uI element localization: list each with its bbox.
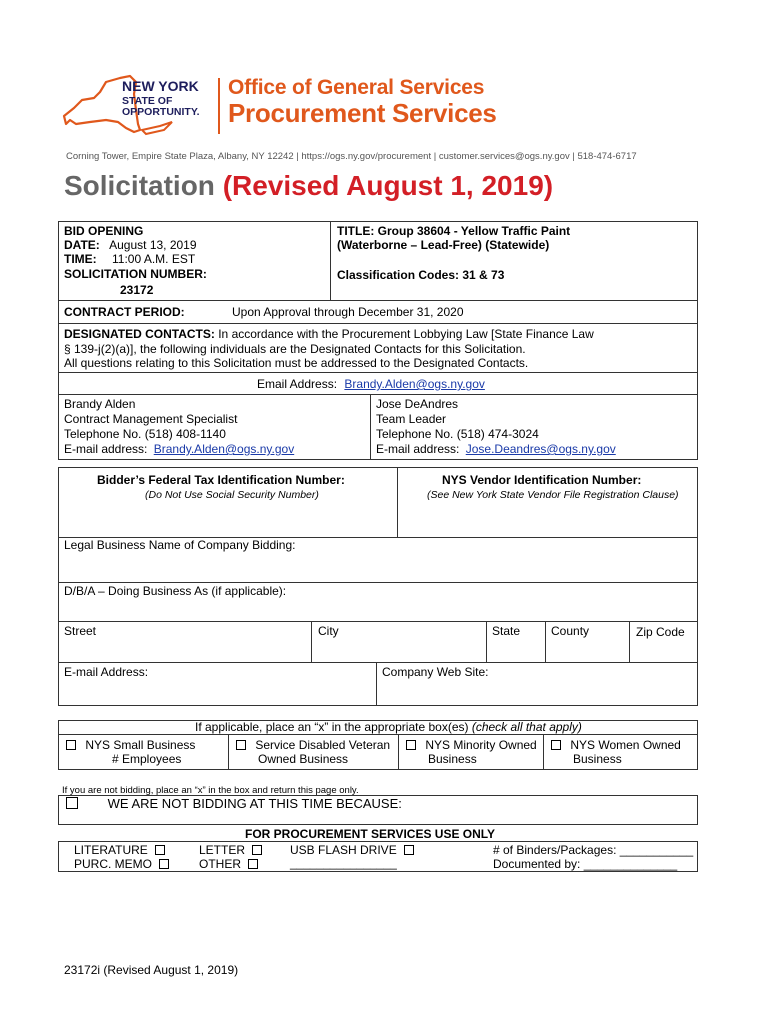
bidder-email-label: E-mail Address: bbox=[64, 665, 149, 679]
contact2-email-label: E-mail address: bbox=[376, 442, 460, 456]
contact2-phone: Telephone No. (518) 474-3024 bbox=[376, 427, 539, 441]
literature-label: LITERATURE bbox=[74, 843, 148, 857]
contacts-heading: DESIGNATED CONTACTS: bbox=[64, 327, 215, 341]
sdvob-checkbox[interactable] bbox=[236, 740, 246, 750]
city-label: City bbox=[318, 624, 339, 638]
small-business-checkbox[interactable] bbox=[66, 740, 76, 750]
date-label: DATE: bbox=[64, 238, 100, 252]
contact2-title: Team Leader bbox=[376, 412, 447, 426]
page-title bbox=[64, 170, 553, 202]
legal-name-label: Legal Business Name of Company Bidding: bbox=[64, 538, 296, 552]
email-address-label: Email Address: bbox=[257, 377, 338, 391]
state-label: State bbox=[492, 624, 521, 638]
logo-divider bbox=[218, 78, 220, 134]
title-revised: (Revised August 1, 2019) bbox=[222, 170, 554, 201]
ny-line1: NEW YORK bbox=[122, 78, 199, 94]
employees-label: # Employees bbox=[112, 752, 182, 766]
sdvob-label-line2: Owned Business bbox=[258, 752, 349, 766]
ny-line2: STATE OF bbox=[122, 95, 173, 107]
sdvob-label-line1: Service Disabled Veteran bbox=[255, 738, 391, 752]
contacts-text2: § 139-j(2)(a)], the following individuals are the Designated Contacts for this Solicitation. bbox=[64, 342, 526, 356]
minority-owned-label-line1: NYS Minority Owned bbox=[425, 738, 537, 752]
contacts-text3: All questions relating to this Solicitation must be addressed to the Designated Contacts. bbox=[64, 356, 529, 370]
women-owned-checkbox[interactable] bbox=[551, 740, 561, 750]
dba-label: D/B/A – Doing Business As (if applicable): bbox=[64, 584, 287, 598]
ogs-division: Procurement Services bbox=[228, 98, 497, 128]
usb-label: USB FLASH DRIVE bbox=[290, 843, 397, 857]
minority-owned-label-line2: Business bbox=[428, 752, 477, 766]
footer-code: 23172i (Revised August 1, 2019) bbox=[64, 963, 239, 977]
ny-line3: OPPORTUNITY. bbox=[122, 106, 200, 118]
contact1-title: Contract Management Specialist bbox=[64, 412, 238, 426]
street-label: Street bbox=[64, 624, 97, 638]
contact1-phone: Telephone No. (518) 408-1140 bbox=[64, 427, 226, 441]
women-owned-label-line2: Business bbox=[573, 752, 622, 766]
zip-label: Zip Code bbox=[636, 625, 685, 639]
contact2-email-link[interactable]: Jose.Deandres@ogs.ny.gov bbox=[465, 442, 616, 456]
letter-checkbox[interactable] bbox=[252, 845, 262, 855]
website-label: Company Web Site: bbox=[382, 665, 489, 679]
contact1-email-link[interactable]: Brandy.Alden@ogs.ny.gov bbox=[153, 442, 295, 456]
fed-tax-note: (Do Not Use Social Security Number) bbox=[145, 489, 319, 501]
email-address-link[interactable]: Brandy.Alden@ogs.ny.gov bbox=[344, 377, 485, 391]
usb-checkbox[interactable] bbox=[404, 845, 414, 855]
address-line: Corning Tower, Empire State Plaza, Albany, NY 12242 | https://ogs.ny.gov/procurement | customer.services@ogs.ny.gov | 518-474-6717 bbox=[66, 151, 637, 162]
not-bidding-note: If you are not bidding, place an “x” in the box and return this page only. bbox=[62, 785, 359, 796]
women-owned-label-line1: NYS Women Owned bbox=[570, 738, 681, 752]
vendor-id-note: (See New York State Vendor File Registration Clause) bbox=[427, 489, 679, 501]
bid-title-line1: TITLE: Group 38604 - Yellow Traffic Paint bbox=[337, 224, 571, 238]
contract-period-label: CONTRACT PERIOD: bbox=[64, 305, 185, 319]
minority-owned-checkbox[interactable] bbox=[406, 740, 416, 750]
office-use-heading: FOR PROCUREMENT SERVICES USE ONLY bbox=[245, 827, 496, 841]
letter-label: LETTER bbox=[199, 843, 246, 857]
small-business-label: NYS Small Business bbox=[85, 738, 196, 752]
applicable-heading-italic: (check all that apply) bbox=[471, 720, 582, 734]
other-checkbox[interactable] bbox=[248, 859, 258, 869]
binders-label: # of Binders/Packages: ___________ bbox=[493, 843, 694, 857]
time-value: 11:00 A.M. EST bbox=[112, 252, 196, 266]
classification-codes: Classification Codes: 31 & 73 bbox=[337, 268, 505, 282]
contact2-name: Jose DeAndres bbox=[376, 397, 459, 411]
contact1-email-label: E-mail address: bbox=[64, 442, 148, 456]
solicitation-number: 23172 bbox=[120, 283, 154, 297]
contact1-name: Brandy Alden bbox=[64, 397, 136, 411]
purc-memo-label: PURC. MEMO bbox=[74, 857, 152, 871]
fed-tax-label: Bidder’s Federal Tax Identification Number: bbox=[97, 473, 345, 487]
vendor-id-label: NYS Vendor Identification Number: bbox=[442, 473, 642, 487]
purc-memo-checkbox[interactable] bbox=[159, 859, 169, 869]
contacts-text1: In accordance with the Procurement Lobbying Law [State Finance Law bbox=[214, 327, 594, 341]
usb-blank: ________________ bbox=[290, 856, 397, 870]
literature-checkbox[interactable] bbox=[155, 845, 165, 855]
title-main: Solicitation bbox=[64, 170, 215, 201]
not-bidding-checkbox[interactable] bbox=[66, 797, 78, 809]
other-label: OTHER bbox=[199, 857, 241, 871]
solicitation-label: SOLICITATION NUMBER: bbox=[64, 267, 207, 281]
bid-title-line2: (Waterborne – Lead-Free) (Statewide) bbox=[337, 238, 550, 252]
contract-period-value: Upon Approval through December 31, 2020 bbox=[232, 305, 464, 319]
date-value: August 13, 2019 bbox=[109, 238, 197, 252]
bid-opening: BID OPENING bbox=[64, 224, 144, 238]
applicable-heading: If applicable, place an “x” in the appropriate box(es) bbox=[195, 720, 472, 734]
documented-by-label: Documented by: ______________ bbox=[493, 857, 678, 871]
ogs-logo bbox=[60, 72, 520, 142]
county-label: County bbox=[551, 624, 590, 638]
ogs-name: Office of General Services bbox=[228, 76, 485, 99]
time-label: TIME: bbox=[64, 252, 97, 266]
not-bidding-label: WE ARE NOT BIDDING AT THIS TIME BECAUSE: bbox=[107, 796, 402, 811]
